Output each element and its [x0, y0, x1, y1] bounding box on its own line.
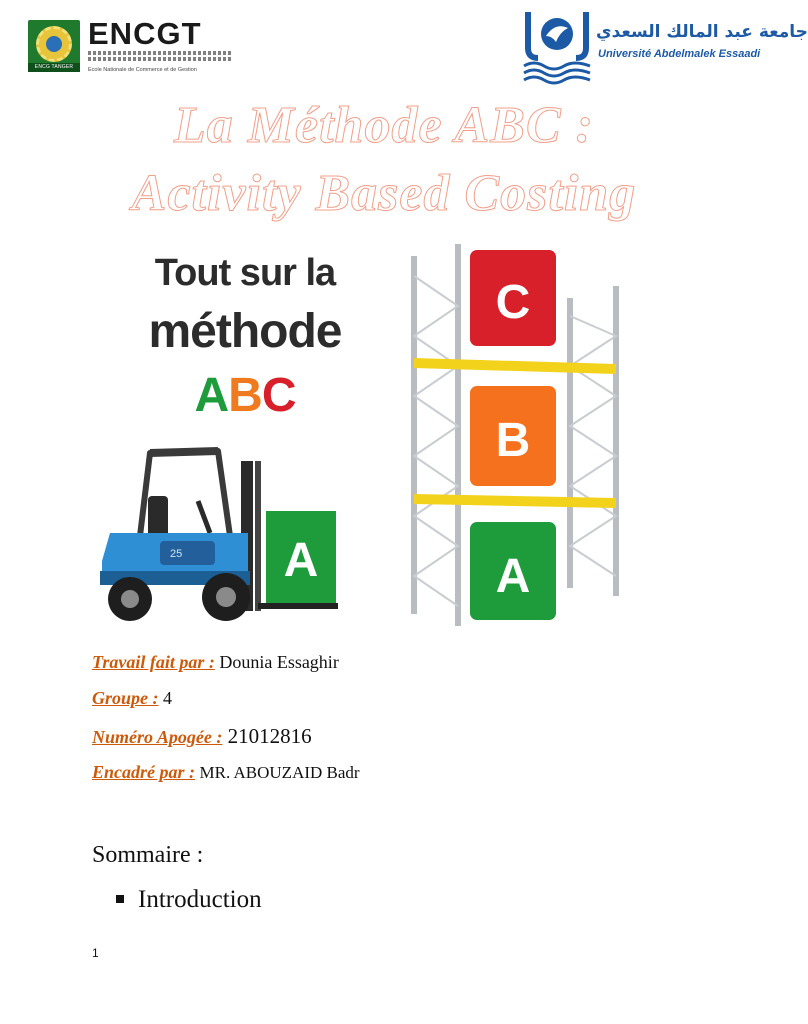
info-label-group: Groupe : — [92, 688, 159, 708]
banner-letter-b: B — [228, 369, 262, 422]
banner-line-1: Tout sur la — [154, 252, 336, 294]
info-label-supervisor: Encadré par : — [92, 762, 195, 782]
encgt-script-lines — [88, 51, 233, 63]
info-line-group — [92, 688, 172, 709]
university-emblem-icon — [522, 8, 592, 82]
banner-line-2: méthode — [148, 305, 342, 358]
encgt-logo — [28, 18, 233, 74]
encgt-title: ENCGT — [88, 16, 202, 51]
info-value-group: 4 — [163, 688, 172, 708]
encgt-emblem-icon — [28, 20, 80, 72]
document-title-line-2: Activity Based Costing — [131, 165, 637, 222]
university-arabic-name: جامعة عبد المالك السعدي — [596, 22, 808, 42]
university-logo — [522, 8, 808, 82]
banner-letter-a: A — [194, 369, 229, 422]
info-label-author: Travail fait par : — [92, 652, 215, 672]
toc-item-label: Introduction — [138, 886, 262, 913]
pallet-rack-icon — [408, 236, 670, 636]
info-line-author — [92, 652, 339, 673]
document-title-line-1: La Méthode ABC : — [174, 97, 594, 154]
forklift-box-label: A — [283, 534, 319, 587]
encgt-subtitle: Ecole Nationale de Commerce et de Gestion — [88, 67, 197, 73]
shelf-box-label-top: C — [495, 276, 531, 329]
abc-method-illustration — [90, 236, 680, 636]
banner-abc — [115, 368, 375, 423]
forklift-number: 25 — [170, 548, 183, 560]
page-number: 1 — [92, 946, 99, 960]
toc-item — [116, 886, 262, 914]
encgt-emblem-caption: ENCG TANGER — [28, 63, 80, 72]
university-latin-name: Université Abdelmalek Essaadi — [598, 48, 761, 60]
info-line-apogee — [92, 724, 312, 749]
info-value-supervisor: MR. ABOUZAID Badr — [199, 763, 360, 782]
shelf-box-label-middle: B — [495, 414, 531, 467]
info-line-supervisor — [92, 762, 360, 783]
shelf-box-label-bottom: A — [495, 550, 531, 603]
forklift-icon — [98, 441, 360, 626]
info-label-apogee: Numéro Apogée : — [92, 727, 223, 747]
info-value-apogee: 21012816 — [227, 724, 312, 748]
banner-letter-c: C — [261, 369, 296, 422]
bullet-icon — [116, 895, 124, 903]
info-value-author: Dounia Essaghir — [219, 652, 339, 672]
sommaire-heading: Sommaire : — [92, 842, 204, 868]
